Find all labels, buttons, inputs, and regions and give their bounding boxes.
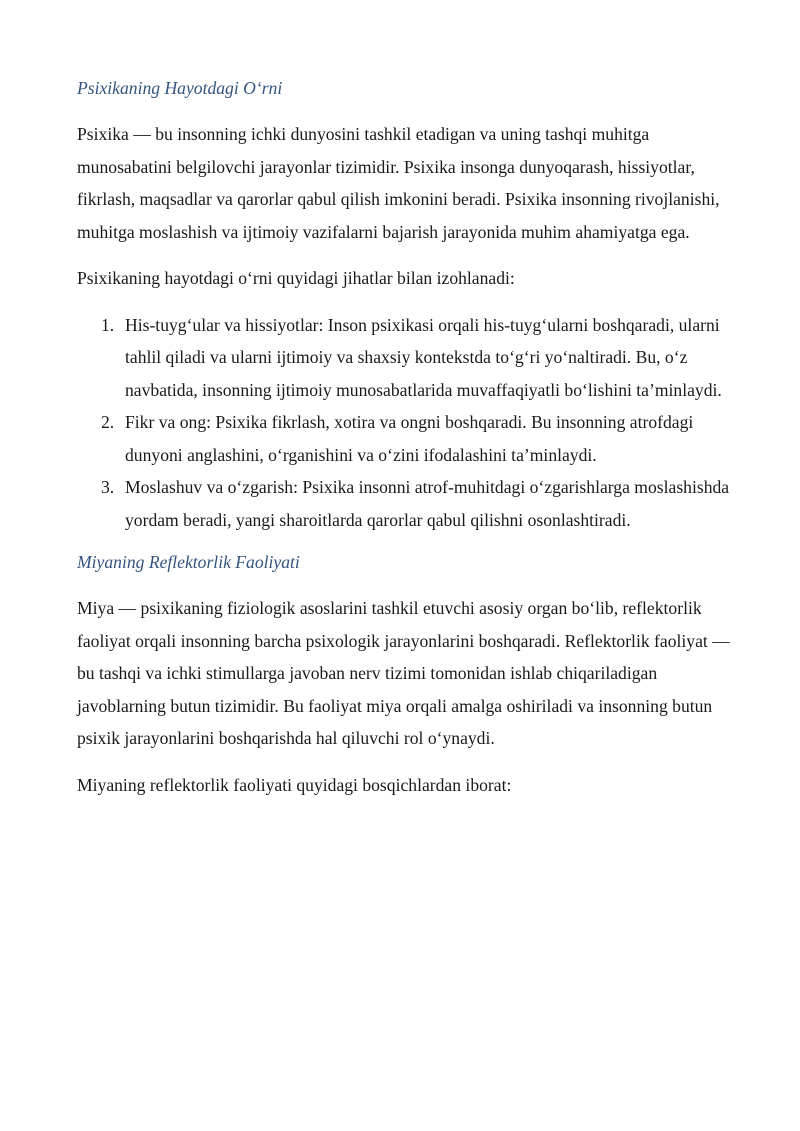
- section-heading-miya: Miyaning Reflektorlik Faoliyati: [77, 552, 300, 572]
- list-item: [77, 309, 740, 407]
- list-item-text: Moslashuv va o‘zgarish: Psixika insonni atrof-muhitdagi o‘zgarishlarga moslashishda yordam beradi, yangi sharoitlarda qarorlar qabul qilishni osonlashtiradi.: [125, 477, 730, 530]
- list-item-number: 1.: [101, 314, 115, 335]
- numbered-list-psixika-aspects: [77, 309, 740, 537]
- section-heading-psixika: Psixikaning Hayotdagi O‘rni: [77, 78, 283, 98]
- paragraph-miya-definition: Miya — psixikaning fiziologik asoslarini tashkil etuvchi asosiy organ bo‘lib, reflektorlik faoliyat orqali insonning barcha psixologik jarayonlarini boshqaradi. Reflektorlik faoliyat — bu tashqi va ichki stimullarga javoban nerv tizimi tomonidan ishlab chiqariladigan javoblarning butun tizimidir. Bu faoliyat miya orqali amalga oshiriladi va insonning butun psixik jarayonlarini boshqarishda hal qiluvchi rol o‘ynaydi.: [77, 598, 730, 748]
- list-item: [77, 406, 740, 471]
- list-item: [77, 471, 740, 536]
- list-item-text: His-tuyg‘ular va hissiyotlar: Inson psixikasi orqali his-tuyg‘ularni boshqaradi, ularni tahlil qiladi va ularni ijtimoiy va shaxsiy kontekstda to‘g‘ri yo‘naltiradi. Bu, o‘z navbatida, insonning ijtimoiy munosabatlarida muvaffaqiyatli bo‘lishini ta’minlaydi.: [125, 314, 722, 400]
- list-item-number: 3.: [101, 477, 115, 497]
- list-item-text: Fikr va ong: Psixika fikrlash, xotira va ongni boshqaradi. Bu insonning atrofdagi dunyoni anglashini, o‘rganishini va o‘zini ifodalashini ta’minlaydi.: [125, 412, 694, 465]
- paragraph-psixika-intro-list: Psixikaning hayotdagi o‘rni quyidagi jihatlar bilan izohlanadi:: [77, 268, 515, 288]
- paragraph-miya-intro-stages: Miyaning reflektorlik faoliyati quyidagi bosqichlardan iborat:: [77, 774, 512, 795]
- paragraph-psixika-definition: Psixika — bu insonning ichki dunyosini tashkil etadigan va uning tashqi muhitga munosabatini belgilovchi jarayonlar tizimidir. Psixika insonga dunyoqarash, hissiyotlar, fikrlash, maqsadlar va qarorlar qabul qilish imkonini beradi. Psixika insonning rivojlanishi, muhitga moslashish va ijtimoiy vazifalarni bajarish jarayonida muhim ahamiyatga ega.: [77, 124, 720, 242]
- list-item-number: 2.: [101, 412, 115, 432]
